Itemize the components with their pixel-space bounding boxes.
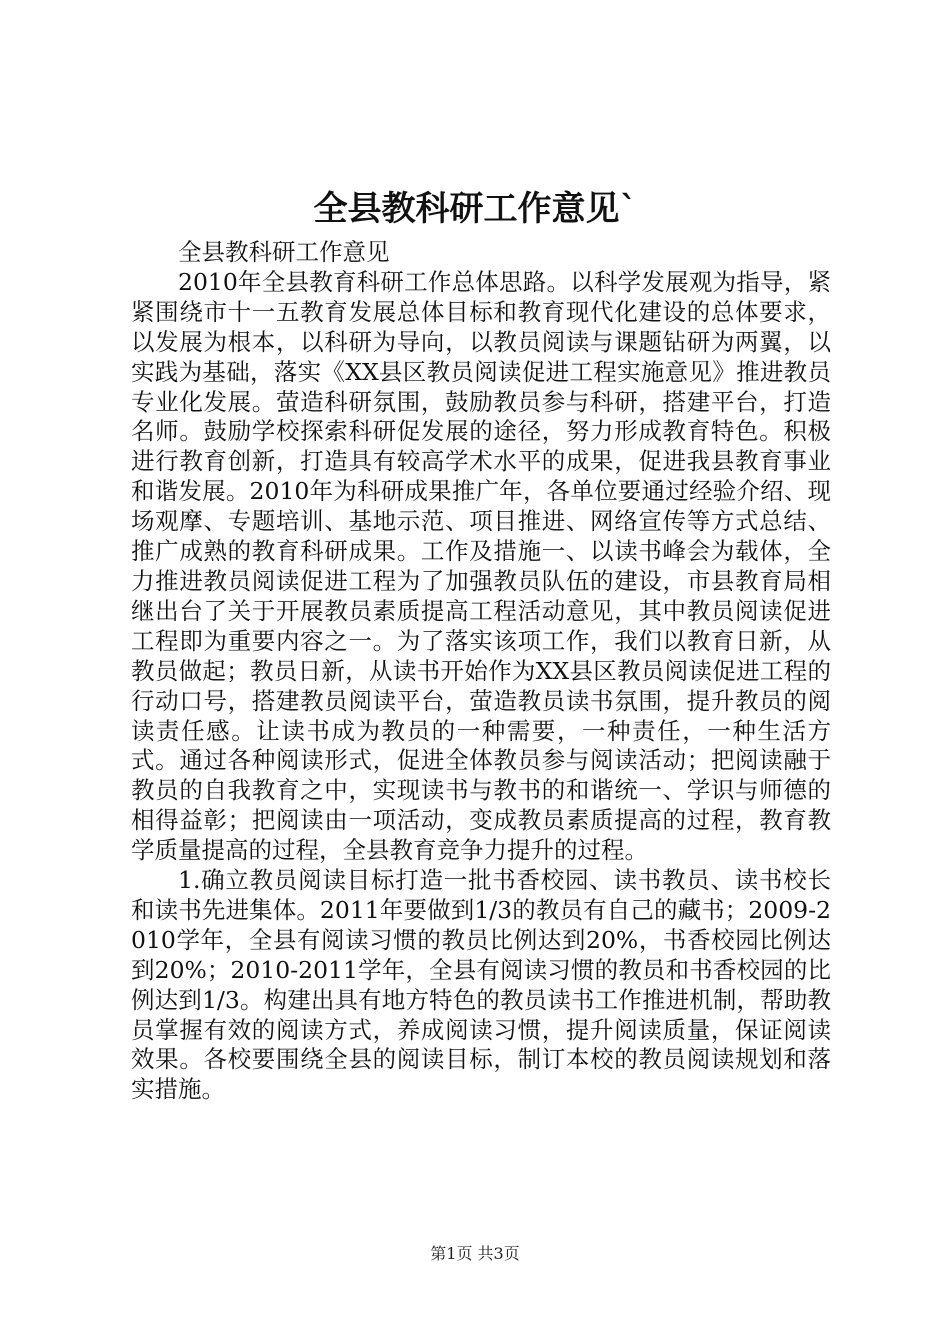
document-body [131,238,831,1105]
document-title: 全县教科研工作意见` [313,189,637,229]
body-paragraph: 1.确立教员阅读目标打造一批书香校园、读书教员、读书校长和读书先进集体。2011年要做到1/3的教员有自己的藏书；2009-2010学年，全县有阅读习惯的教员比例达到20%，书香校园比例达到20%；2010-2011学年，全县有阅读习惯的教员和书香校园的比例达到1/3。构建出具有地方特色的教员读书工作推进机制，帮助教员掌握有效的阅读方式，养成阅读习惯，提升阅读质量，保证阅读效果。各校要围绕全县的阅读目标，制订本校的教员阅读规划和落实措施。 [131,866,831,1104]
subtitle-paragraph: 全县教科研工作意见 [178,238,390,266]
body-paragraph: 2010年全县教育科研工作总体思路。以科学发展观为指导，紧紧围绕市十一五教育发展总体目标和教育现代化建设的总体要求，以发展为根本，以科研为导向，以教员阅读与课题钻研为两翼，以实践为基础，落实《XX县区教员阅读促进工程实施意见》推进教员专业化发展。萤造科研氛围，鼓励教员参与科研，搭建平台，打造名师。鼓励学校探索科研促发展的途径，努力形成教育特色。积极进行教育创新，打造具有较高学术水平的成果，促进我县教育事业和谐发展。2010年为科研成果推广年，各单位要通过经验介绍、现场观摩、专题培训、基地示范、项目推进、网络宣传等方式总结、推广成熟的教育科研成果。工作及措施一、以读书峰会为载体，全力推进教员阅读促进工程为了加强教员队伍的建设，市县教育局相继出台了关于开展教员素质提高工程活动意见，其中教员阅读促进工程即为重要内容之一。为了落实该项工作，我们以教育日新，从教员做起；教员日新，从读书开始作为XX县区教员阅读促进工程的行动口号，搭建教员阅读平台，萤造教员读书氛围，提升教员的阅读责任感。让读书成为教员的一种需要，一种责任，一种生活方式。通过各种阅读形式，促进全体教员参与阅读活动；把阅读融于教员的自我教育之中，实现读书与教书的和谐统一、学识与师德的相得益彰；把阅读由一项活动，变成教员素质提高的过程，教育教学质量提高的过程，全县教育竞争力提升的过程。 [131,267,831,865]
page-number-footer: 第1页 共3页 [430,1244,520,1263]
